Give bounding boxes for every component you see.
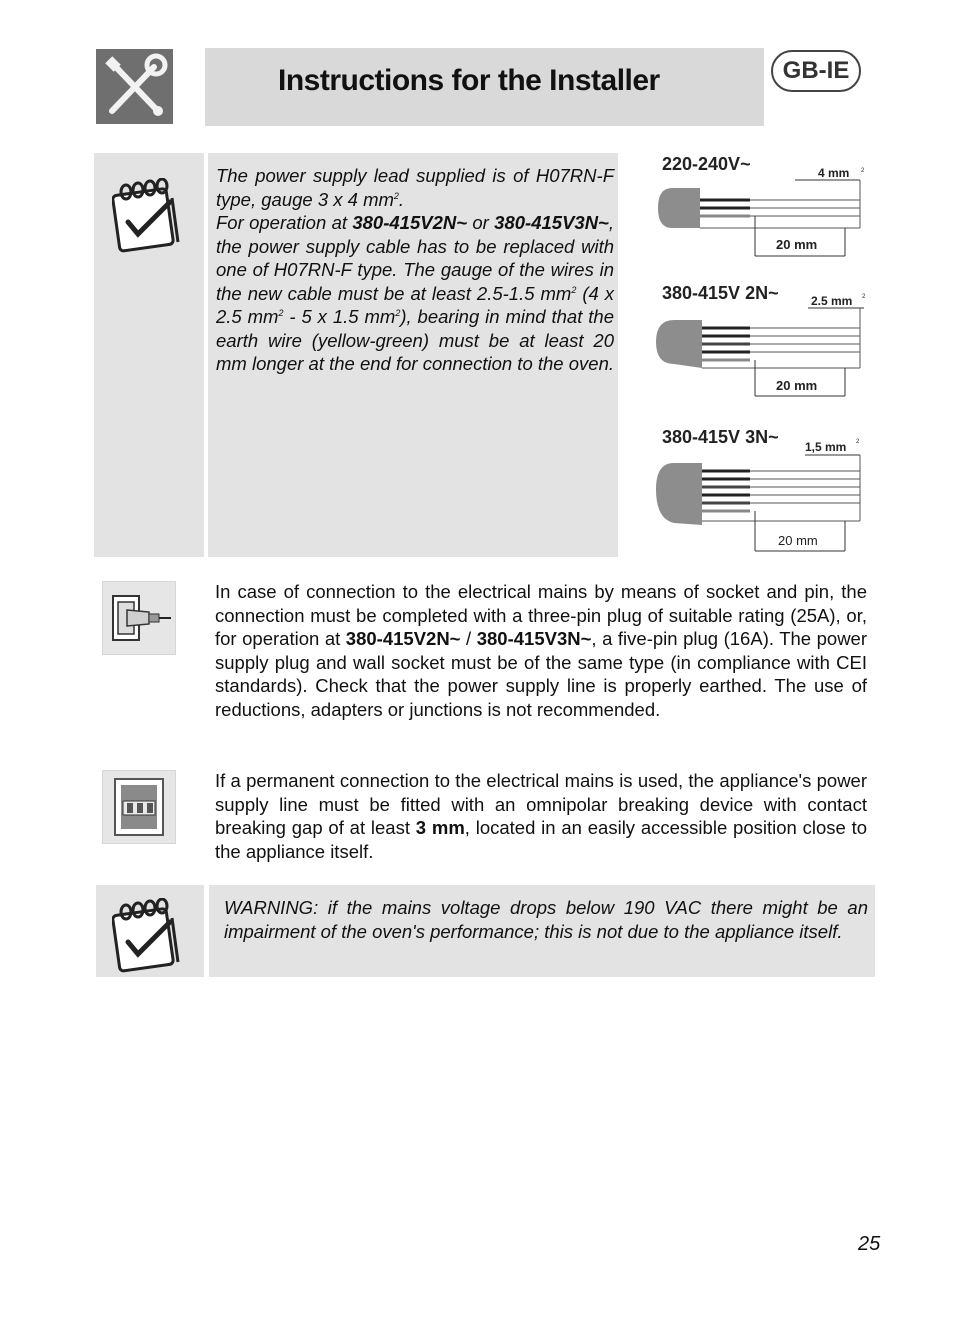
cable-label-220: 220-240V~ — [662, 154, 751, 174]
cable-label-2n: 380-415V 2N~ — [662, 283, 779, 303]
cable-diagram-220 — [650, 166, 880, 261]
svg-text:20 mm: 20 mm — [776, 378, 818, 393]
svg-text:20 mm: 20 mm — [778, 533, 818, 548]
region-badge: GB-IE — [771, 50, 861, 92]
voltage-warning-text: WARNING: if the mains voltage drops below 190 VAC there might be an impairment of the oven's performance; this is not due to the appliance itself. — [224, 897, 868, 942]
cable-diagram-2n — [650, 290, 880, 400]
supply-lead-note: The power supply lead supplied is of H07RN-F type, gauge 3 x 4 $mm^2$. For operation at 380-415V2N~ or 380-415V3N~, the power supply cable has to be replaced with one of H07RN-F type. The gauge of the wires in the new cable must be at least 2.5-1.5 $mm^2$ (4 x 2.5 $mm^2 - 5$ x 1.5 $mm^2$), bearing in mind that the earth wire (yellow-green) must be at least 20 mm longer at the end for connection to the oven. — [216, 165, 615, 374]
notepad-check-icon — [112, 898, 188, 974]
socket-connection-paragraph: In case of connection to the electrical mains by means of socket and pin, the connection must be completed with a three-pin plug of suitable rating (25A), or, for operation at 380-415V2N~ / 380-415V3N~, a five-pin plug (16A). The power supply plug and wall socket must be of the same type (in compliance with CEI standards). Check that the power supply line is properly earthed. The use of reductions, adapters or junctions is not recommended. — [215, 581, 868, 720]
notepad-check-icon — [112, 178, 188, 254]
svg-text:2.5 mm: 2.5 mm — [811, 294, 853, 308]
svg-text:4 mm: 4 mm — [818, 166, 850, 180]
plug-socket-icon — [102, 581, 176, 655]
svg-text:2: 2 — [856, 439, 860, 445]
svg-text:1,5 mm: 1,5 mm — [805, 440, 847, 454]
svg-text:2: 2 — [861, 168, 865, 174]
svg-text:2: 2 — [862, 294, 866, 300]
breaker-switch-icon — [102, 770, 176, 844]
permanent-connection-paragraph: If a permanent connection to the electrical mains is used, the appliance's power supply line must be fitted with an omnipolar breaking device with contact breaking gap of at least 3 mm, located in an easily accessible position close to the appliance itself. — [215, 770, 868, 862]
tools-icon — [96, 49, 173, 124]
cable-diagram-3n — [650, 435, 880, 555]
page-title: Instructions for the Installer — [278, 64, 660, 97]
cable-label-3n: 380-415V 3N~ — [662, 427, 779, 447]
svg-text:20 mm: 20 mm — [776, 237, 818, 252]
page-number: 25 — [858, 1233, 881, 1255]
